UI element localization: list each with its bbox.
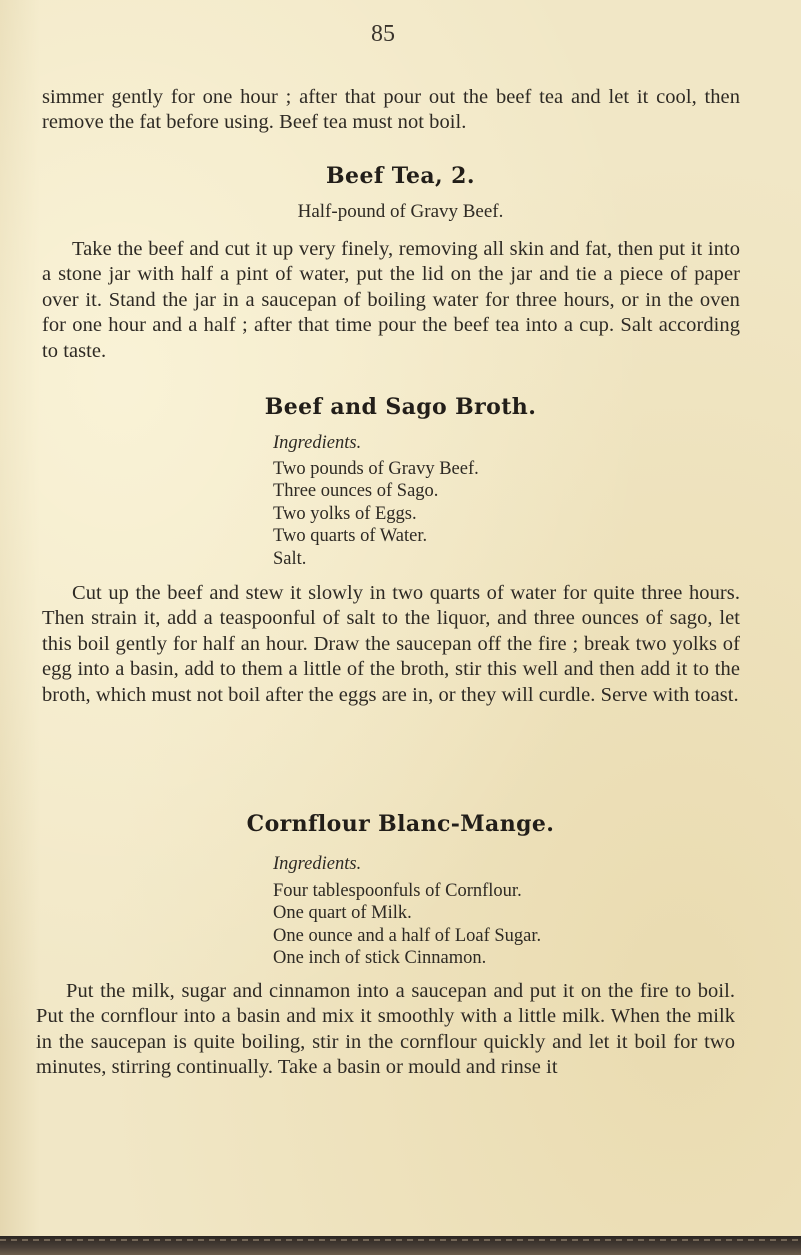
page-number: 85 bbox=[371, 21, 395, 47]
page-edge-texture bbox=[0, 1239, 801, 1241]
section-title-beef-sago-broth: Beef and Sago Broth. bbox=[264, 394, 537, 420]
section-body-beef-sago-broth: Cut up the beef and stew it slowly in two quarts of water for quite three hours. Then strain it, add a teaspoonful of salt to the liquor, and three ounces of sago, let this boil gently for half an hour. Draw the saucepan off the fire ; break two yolks of egg into a basin, add to them a little of the broth, stir this well and then add it to the broth, which must not boil after the eggs are in, or they will curdle. Serve with toast. bbox=[42, 582, 740, 706]
section-subtitle-beef-tea: Half-pound of Gravy Beef. bbox=[297, 201, 504, 222]
intro-paragraph: simmer gently for one hour ; after that pour out the beef tea and let it cool, then remove the fat before using. Beef tea must not boil. bbox=[42, 86, 740, 134]
ingredient-item: One inch of stick Cinnamon. bbox=[273, 948, 487, 969]
ingredients-list bbox=[273, 458, 479, 570]
ingredients-label: Ingredients. bbox=[273, 433, 362, 453]
ingredient-item: Two pounds of Gravy Beef. bbox=[273, 459, 479, 479]
ingredient-item: Four tablespoonfuls of Cornflour. bbox=[273, 881, 522, 901]
ingredient-item: One quart of Milk. bbox=[273, 903, 412, 924]
section-body-beef-tea: Take the beef and cut it up very finely, removing all skin and fat, then put it into a stone jar with half a pint of water, put the lid on the jar and tie a piece of paper over it. Stand the jar in a saucepan of boiling water for three hours, or in the oven for one hour and a half ; after that time pour the beef tea into a cup. Salt according to taste. bbox=[42, 238, 740, 362]
ingredients-label: Ingredients. bbox=[273, 854, 362, 874]
ingredient-item: Two yolks of Eggs. bbox=[273, 503, 417, 524]
ingredient-item: One ounce and a half of Loaf Sugar. bbox=[273, 925, 542, 946]
section-title-beef-tea: Beef Tea, 2. bbox=[326, 163, 475, 189]
section-body-cornflour-blanc-mange: Put the milk, sugar and cinnamon into a saucepan and put it on the fire to boil. Put the cornflour into a basin and mix it smoothly with a little milk. When the milk in the saucepan is quite boiling, stir in the cornflour quickly and let it boil for two minutes, stirring continually. Take a basin or mould and rinse it bbox=[36, 980, 735, 1079]
ingredient-item: Two quarts of Water. bbox=[273, 526, 428, 547]
ingredient-item: Three ounces of Sago. bbox=[273, 481, 439, 502]
ingredient-item: Salt. bbox=[273, 548, 307, 569]
section-title-cornflour-blanc-mange: Cornflour Blanc-Mange. bbox=[246, 811, 555, 837]
ingredients-list bbox=[273, 880, 541, 970]
